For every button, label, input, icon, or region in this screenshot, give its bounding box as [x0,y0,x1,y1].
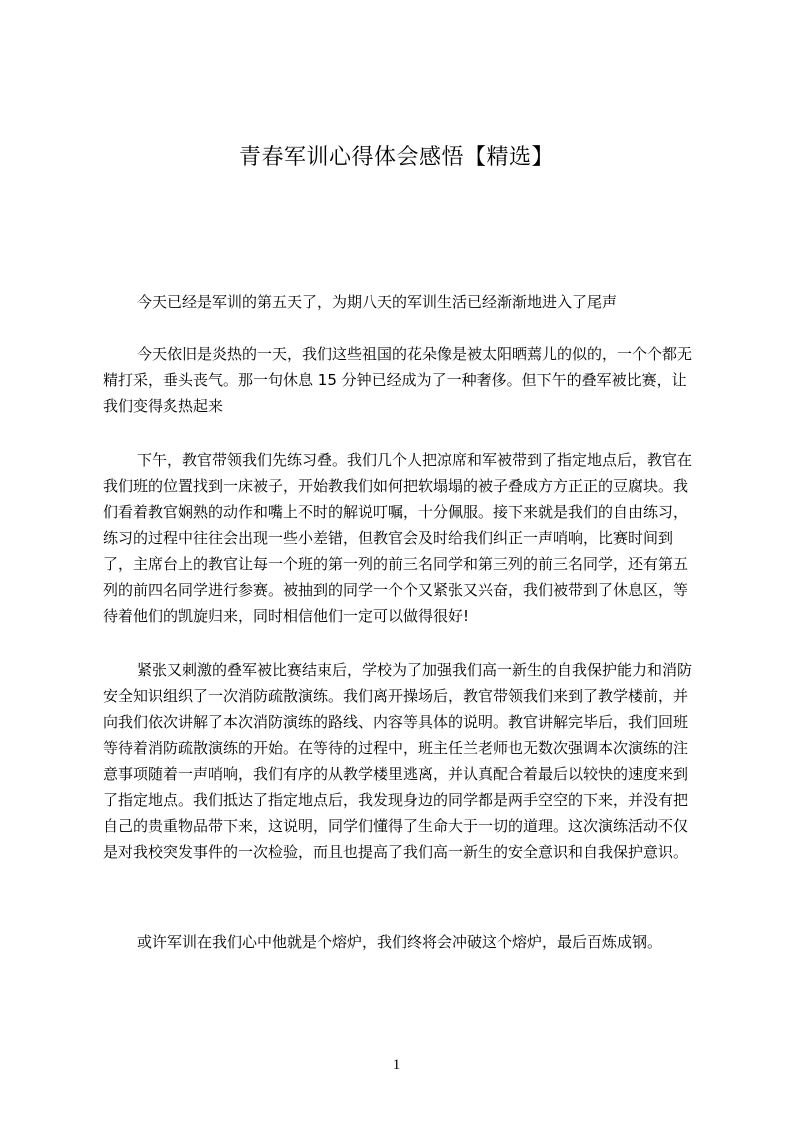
paragraph-quilt-folding: 下午，教官带领我们先练习叠。我们几个人把凉席和军被带到了指定地点后，教官在我们班的位置找到一床被子，开始教我们如何把软塌塌的被子叠成方方正正的豆腐块。我们看着教官娴熟的动作和嘴上不时的解说叮嘱，十分佩服。接下来就是我们的自由练习，练习的过程中往往会出现一些小差错，但教官会及时给我们纠正一声哨响，比赛时间到了，主席台上的教官让每一个班的第一列的前三名同学和第三列的前三名同学，还有第五列的前四名同学进行参赛。被抽到的同学一个个又紧张又兴奋，我们被带到了休息区，等待着他们的凯旋归来，同时相信他们一定可以做得很好! [103,451,693,625]
page-number: 1 [392,1057,401,1073]
paragraph-conclusion: 或许军训在我们心中他就是个熔炉，我们终将会冲破这个熔炉，最后百炼成钢。 [137,933,663,951]
paragraph-intro: 今天已经是军训的第五天了，为期八天的军训生活已经渐渐地进入了尾声 [137,293,618,311]
document-title: 青春军训心得体会感悟【精选】 [238,145,554,170]
paragraph-fire-drill: 紧张又刺激的叠军被比赛结束后，学校为了加强我们高一新生的自我保护能力和消防安全知识组织了一次消防疏散演练。我们离开操场后，教官带领我们来到了教学楼前，并向我们依次讲解了本次消防演练的路线、内容等具体的说明。教官讲解完毕后，我们回班等待着消防疏散演练的开始。在等待的过程中，班主任兰老师也无数次强调本次演练的注意事项随着一声哨响，我们有序的从教学楼里逃离，并认真配合着最后以较快的速度来到了指定地点。我们抵达了指定地点后，我发现身边的同学都是两手空空的下来，并没有把自己的贵重物品带下来，这说明，同学们懂得了生命大于一切的道理。这次演练活动不仅是对我校突发事件的一次检验，而且也提高了我们高一新生的安全意识和自我保护意识。 [103,661,693,861]
paragraph-hot-day: 今天依旧是炎热的一天，我们这些祖国的花朵像是被太阳晒蔫儿的似的，一个个都无精打采，垂头丧气。那一句休息 15 分钟已经成为了一种奢侈。但下午的叠军被比赛，让我们变得炙热起来 [103,345,693,415]
